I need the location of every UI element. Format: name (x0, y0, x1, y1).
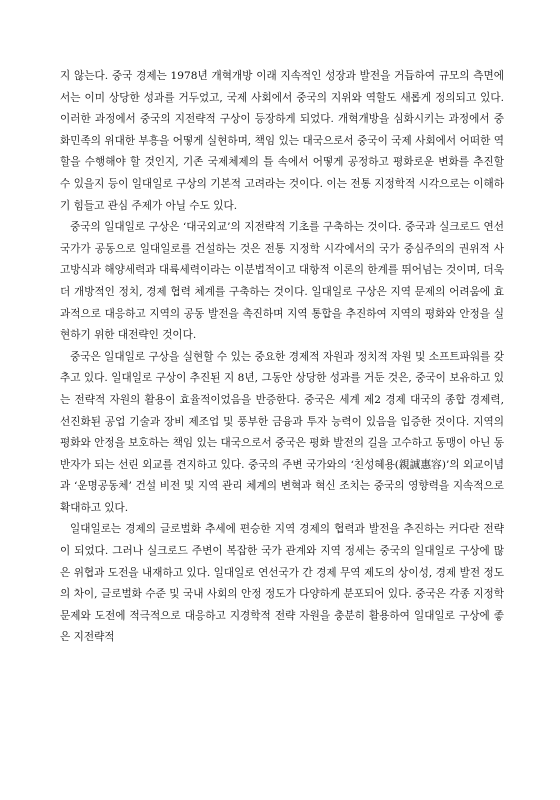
paragraph-great-power-diplomacy: 중국의 일대일로 구상은 ‘대국외교’의 지전략적 기초를 구축하는 것이다. 중국과 실크로드 연선 국가가 공동으로 일대일로를 건설하는 것은 전통 지정학 시각에서의 국가 중심주의의 권위적 사고방식과 해양세력과 대륙세력이라는 이분법적이고 대항적 이론의 한계를 뛰어넘는 것이며, 더욱더 개방적인 정치, 경제 협력 체계를 구축하는 것이다. 일대일로 구상은 지역 문제의 어려움에 효과적으로 대응하고 지역의 공동 발전을 촉진하며 지역 통합을 추진하여 지역의 평화와 안정을 실현하기 위한 대전략인 것이다. (60, 221, 504, 342)
paragraph-continuation: 지 않는다. 중국 경제는 1978년 개혁개방 이래 지속적인 성장과 발전을 거듭하여 규모의 측면에서는 이미 상당한 성과를 거두었고, 국제 사회에서 중국의 지위와 역할도 새롭게 정의되고 있다. 이러한 과정에서 중국의 지전략적 구상이 등장하게 되었다. 개혁개방을 심화시키는 과정에서 중화민족의 위대한 부흥을 어떻게 실현하며, 책임 있는 대국으로서 중국이 국제 사회에서 어떠한 역할을 수행해야 할 것인지, 기존 국제체제의 틀 속에서 어떻게 공정하고 평화로운 변화를 추진할 수 있을지 등이 일대일로 구상의 기본적 고려라는 것이다. 이는 전통 지정학적 시각으로는 이해하기 힘들고 관심 주제가 아닐 수도 있다. (60, 70, 504, 212)
paragraph-challenges: 일대일로는 경제의 글로벌화 추세에 편승한 지역 경제의 협력과 발전을 추진하는 커다란 전략이 되었다. 그러나 실크로드 주변이 복잡한 국가 관계와 지역 정세는 중국의 일대일로 구상에 많은 위협과 도전을 내재하고 있다. 일대일로 연선국가 간 경제 무역 제도의 상이성, 경제 발전 정도의 차이, 글로벌화 수준 및 국내 사회의 안정 정도가 다양하게 분포되어 있다. 중국은 각종 지정학 문제와 도전에 적극적으로 대응하고 지경학적 전략 자원을 충분히 활용하여 일대일로 구상에 좋은 지전략적 (60, 523, 504, 644)
paragraph-strategic-resources: 중국은 일대일로 구상을 실현할 수 있는 중요한 경제적 자원과 정치적 자원 및 소프트파워를 갖추고 있다. 일대일로 구상이 추진된 지 8년, 그동안 상당한 성과를 거둔 것은, 중국이 보유하고 있는 전략적 자원의 활용이 효율적이었음을 반증한다. 중국은 세계 제2 경제 대국의 종합 경제력, 선진화된 공업 기술과 장비 제조업 및 풍부한 금융과 투자 능력이 있음을 입증한 것이다. 지역의 평화와 안정을 보호하는 책임 있는 대국으로서 중국은 평화 발전의 길을 고수하고 동맹이 아닌 동반자가 되는 선린 외교를 견지하고 있다. 중국의 주변 국가와의 ‘친성혜용(親誠惠容)’의 외교이념과 ‘운명공동체’ 건설 비전 및 지역 관리 체계의 변혁과 혁신 조치는 중국의 영향력을 지속적으로 확대하고 있다. (60, 350, 504, 514)
document-page (60, 66, 504, 649)
